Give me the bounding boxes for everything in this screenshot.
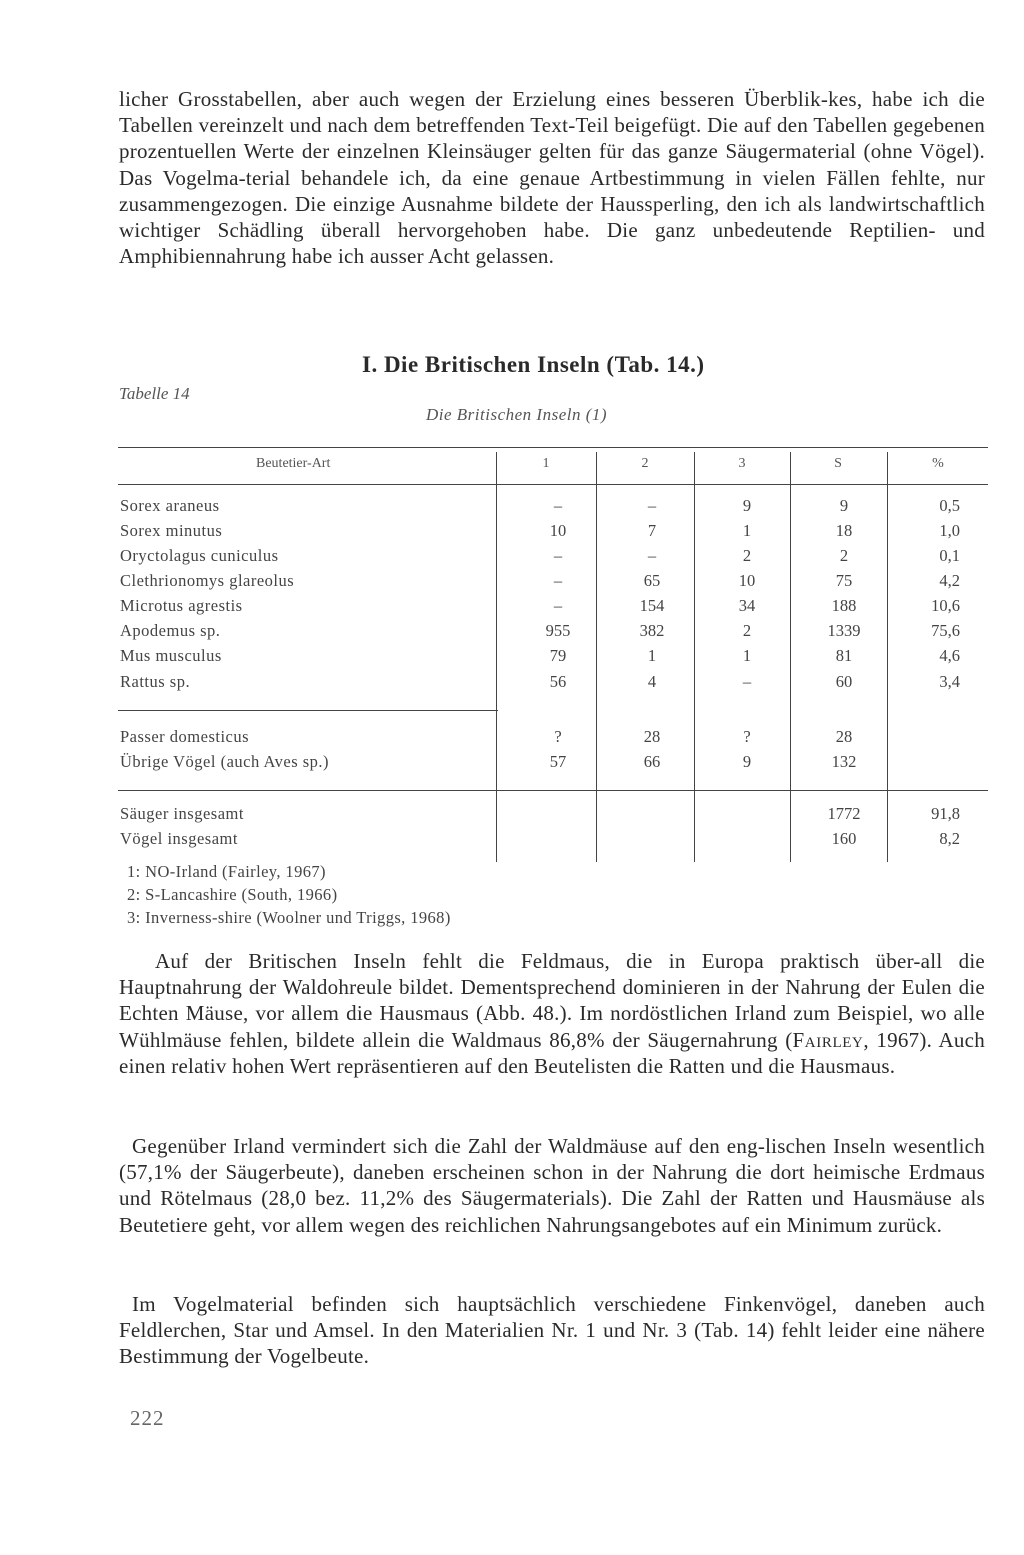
value-col-3: 1 xyxy=(742,646,752,665)
value-col-s: 18 xyxy=(835,521,853,540)
footnote: 3: Inverness-shire (Woolner und Triggs, 1968) xyxy=(127,908,451,927)
prey-table xyxy=(118,447,988,862)
value-col-s: 188 xyxy=(831,596,857,615)
col-rule-1 xyxy=(496,452,497,862)
species-name: Passer domesticus xyxy=(120,727,250,746)
species-name: Säuger insgesamt xyxy=(120,804,244,823)
table-top-rule xyxy=(118,447,988,448)
species-name: Mus musculus xyxy=(120,646,222,665)
value-col-s: 81 xyxy=(835,646,853,665)
body-paragraph: Im Vogelmaterial befinden sich hauptsächlich verschiedene Finkenvögel, daneben auch Feldlerchen, Star und Amsel. In den Materialien Nr. 1 und Nr. 3 (Tab. 14) fehlt leider eine nähere Bestimmung der Vogelbeute. xyxy=(119,1292,985,1369)
value-col-1: – xyxy=(553,596,563,615)
table-title: Die Britischen Inseln (1) xyxy=(426,405,608,424)
species-name: Oryctolagus cuniculus xyxy=(120,546,279,565)
value-col-s: 9 xyxy=(839,496,849,515)
value-col-pct: 8,2 xyxy=(939,829,960,848)
species-name: Microtus agrestis xyxy=(120,596,243,615)
value-col-pct: 4,2 xyxy=(939,571,960,590)
value-col-s: 60 xyxy=(835,672,853,691)
value-col-2: 4 xyxy=(647,672,657,691)
value-col-s: 1339 xyxy=(827,621,861,640)
value-col-3: ? xyxy=(743,727,751,746)
species-name: Sorex araneus xyxy=(120,496,220,515)
value-col-s: 75 xyxy=(835,571,853,590)
paragraph-text: , 1967). Auch einen relativ hohen Wert repräsentieren auf den Beutelisten die Ratten und die Hausmaus. xyxy=(119,1027,986,1078)
value-col-pct: 10,6 xyxy=(931,596,960,615)
value-col-2: 382 xyxy=(639,621,665,640)
bird-rule xyxy=(118,790,988,791)
value-col-1: – xyxy=(553,496,563,515)
table-label: Tabelle 14 xyxy=(119,384,190,403)
value-col-1: 57 xyxy=(549,752,567,771)
col-rule-5 xyxy=(887,452,888,862)
value-col-pct: 4,6 xyxy=(939,646,960,665)
value-col-3: 34 xyxy=(738,596,756,615)
species-name: Rattus sp. xyxy=(120,672,191,691)
footnote: 2: S-Lancashire (South, 1966) xyxy=(127,885,338,904)
species-name: Vögel insgesamt xyxy=(120,829,238,848)
intro-paragraph: licher Grosstabellen, aber auch wegen der Erzielung eines besseren Überblik-kes, habe ich die Tabellen vereinzelt und nach dem betreffenden Text-Teil beigefügt. Die auf den Tabellen gegebenen prozentuellen Werte der einzelnen Kleinsäuger gelten für das ganze Säugermaterial (ohne Vögel). Das Vogelma-terial behandele ich, da eine genaue Artbestimmung in vielen Fällen fehlte, nur zusammengezogen. Die einzige Ausnahme bildete der Haussperling, den ich als landwirtschaftlich wichtiger Schädling überall hervorgehoben habe. Die ganz unbedeutende Reptilien- und Amphibiennahrung habe ich ausser Acht gelassen. xyxy=(119,87,985,269)
value-col-3: – xyxy=(742,672,752,691)
value-col-pct: 0,5 xyxy=(939,496,960,515)
body-paragraph xyxy=(119,948,985,1079)
body-paragraph: Gegenüber Irland vermindert sich die Zahl der Waldmäuse auf den eng-lischen Inseln wesentlich (57,1% der Säugerbeute), daneben erscheinen schon in der Nahrung die dort heimische Erdmaus und Rötelmaus (28,0 bez. 11,2% des Säugermaterials). Die Zahl der Ratten und Hausmäuse als Beutetiere geht, vor allem wegen des reichlichen Nahrungsangebotes auf ein Minimum zurück. xyxy=(119,1134,985,1237)
value-col-3: 9 xyxy=(742,496,752,515)
value-col-pct: 91,8 xyxy=(931,804,960,823)
page-number: 222 xyxy=(130,1406,165,1430)
header-col-s: S xyxy=(834,456,842,471)
value-col-3: 1 xyxy=(742,521,752,540)
value-col-1: 56 xyxy=(549,672,567,691)
species-name: Apodemus sp. xyxy=(120,621,221,640)
value-col-s: 28 xyxy=(835,727,853,746)
value-col-pct: 1,0 xyxy=(939,521,960,540)
header-col-1: 1 xyxy=(542,456,550,471)
header-col-pct: % xyxy=(932,456,944,471)
value-col-1: 10 xyxy=(549,521,567,540)
value-col-2: 7 xyxy=(647,521,657,540)
paragraph-text: Auf der Britischen Inseln fehlt die Feldmaus, die in Europa praktisch über-all die Hauptnahrung der Waldohreule bildet. Dementsprechend dominieren in der Nahrung der Eulen die Echten Mäuse, vor allem die Hausmaus (Abb. 48.). Im nordöstlichen Irland zum Beispiel, wo alle Wühlmäuse fehlen, bildete allein die Waldmaus 86,8% der Säugernahrung ( xyxy=(119,949,985,1052)
value-col-2: 66 xyxy=(643,752,661,771)
value-col-3: 9 xyxy=(742,752,752,771)
value-col-3: 2 xyxy=(742,546,752,565)
value-col-2: 154 xyxy=(639,596,665,615)
header-species: Beutetier-Art xyxy=(256,456,331,471)
value-col-1: 955 xyxy=(545,621,571,640)
value-col-2: 1 xyxy=(647,646,657,665)
value-col-s: 1772 xyxy=(827,804,861,823)
author-name: Fairley xyxy=(792,1027,864,1052)
value-col-3: 10 xyxy=(738,571,756,590)
value-col-2: – xyxy=(647,496,657,515)
header-col-3: 3 xyxy=(738,456,746,471)
species-name: Übrige Vögel (auch Aves sp.) xyxy=(120,752,330,771)
value-col-s: 160 xyxy=(831,829,857,848)
species-name: Sorex minutus xyxy=(120,521,223,540)
value-col-1: ? xyxy=(554,727,562,746)
value-col-2: – xyxy=(647,546,657,565)
value-col-s: 2 xyxy=(839,546,849,565)
footnote: 1: NO-Irland (Fairley, 1967) xyxy=(127,862,326,881)
value-col-pct: 3,4 xyxy=(939,672,960,691)
value-col-pct: 75,6 xyxy=(931,621,960,640)
col-rule-3 xyxy=(694,452,695,862)
col-rule-4 xyxy=(790,452,791,862)
col-rule-2 xyxy=(596,452,597,862)
species-name: Clethrionomys glareolus xyxy=(120,571,295,590)
value-col-pct: 0,1 xyxy=(939,546,960,565)
mammal-rule xyxy=(118,710,498,711)
header-rule xyxy=(118,484,988,485)
value-col-1: – xyxy=(553,571,563,590)
value-col-2: 65 xyxy=(643,571,661,590)
value-col-1: 79 xyxy=(549,646,567,665)
section-heading: I. Die Britischen Inseln (Tab. 14.) xyxy=(362,352,705,377)
value-col-2: 28 xyxy=(643,727,661,746)
value-col-3: 2 xyxy=(742,621,752,640)
header-col-2: 2 xyxy=(641,456,649,471)
value-col-s: 132 xyxy=(831,752,857,771)
value-col-1: – xyxy=(553,546,563,565)
